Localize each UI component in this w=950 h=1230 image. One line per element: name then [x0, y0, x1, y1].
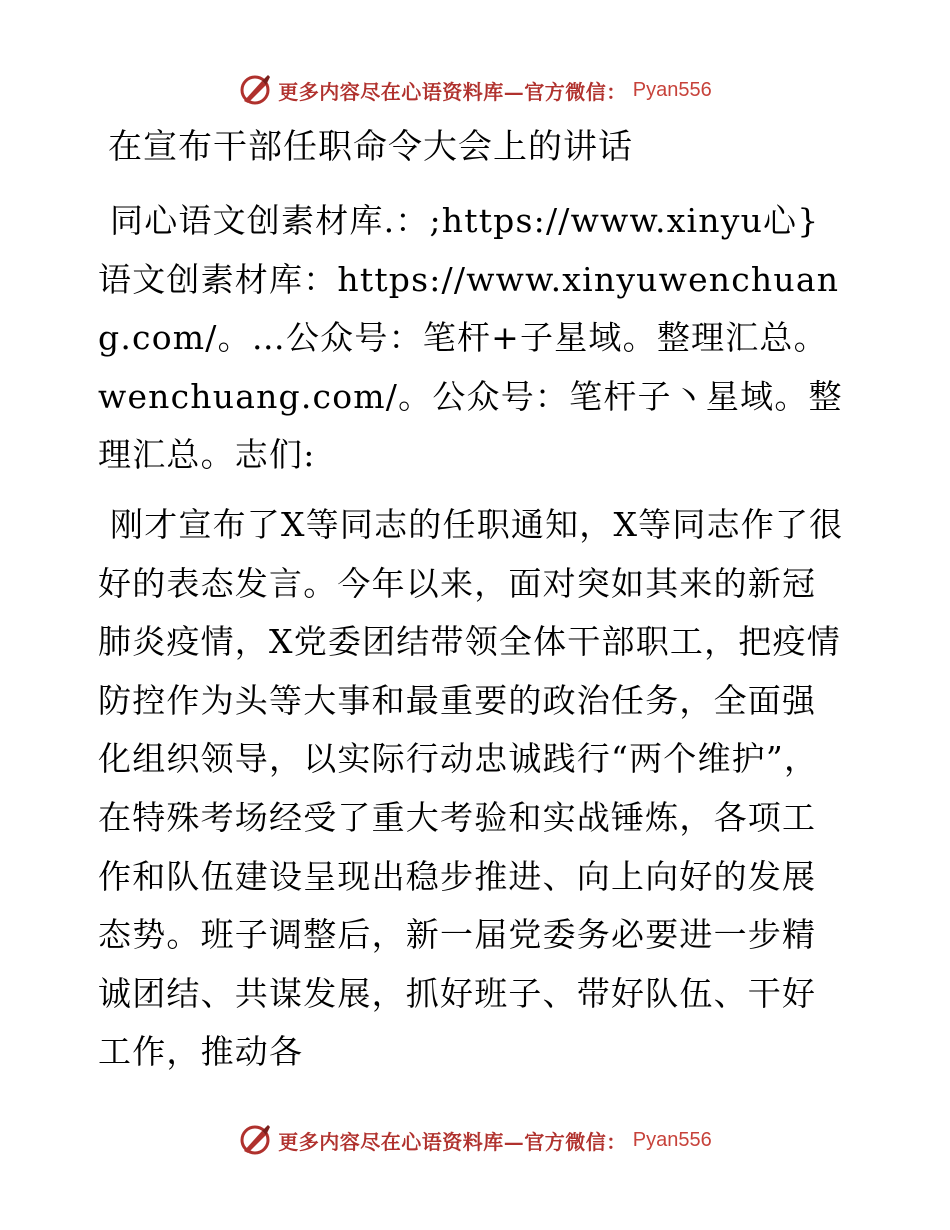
paragraph-intro	[98, 192, 850, 485]
paragraph-intro-text: 同心语文创素材库.：;https://www.xinyu心}语文创素材库：https://www.xinyuwenchuang.com/。…公众号：笔杆+子星域。整理汇总。wenchuang.com/。公众号：笔杆子丶星域。整理汇总。志们:	[98, 201, 843, 475]
footer-banner-handle: Pyan556	[632, 1128, 712, 1151]
quill-pen-logo-icon	[238, 73, 272, 107]
header-banner-text: 更多内容尽在心语资料库—官方微信：	[278, 79, 627, 104]
paragraph-body	[98, 496, 850, 1082]
header-banner	[0, 70, 950, 110]
quill-pen-logo-icon	[238, 1123, 272, 1157]
footer-banner-text: 更多内容尽在心语资料库—官方微信：	[278, 1129, 627, 1154]
footer-banner	[0, 1120, 950, 1160]
paragraph-body-text: 刚才宣布了X等同志的任职通知，X等同志作了很好的表态发言。今年以来，面对突如其来的新冠肺炎疫情，X党委团结带领全体干部职工，把疫情防控作为头等大事和最重要的政治任务，全面强化组织领导，以实际行动忠诚践行“两个维护”，在特殊考场经受了重大考验和实战锤炼，各项工作和队伍建设呈现出稳步推进、向上向好的发展态势。班子调整后，新一届党委务必要进一步精诚团结、共谋发展，抓好班子、带好队伍、干好工作，推动各	[98, 505, 844, 1072]
header-banner-handle: Pyan556	[632, 78, 712, 101]
document-title: 在宣布干部任职命令大会上的讲话	[108, 127, 633, 167]
